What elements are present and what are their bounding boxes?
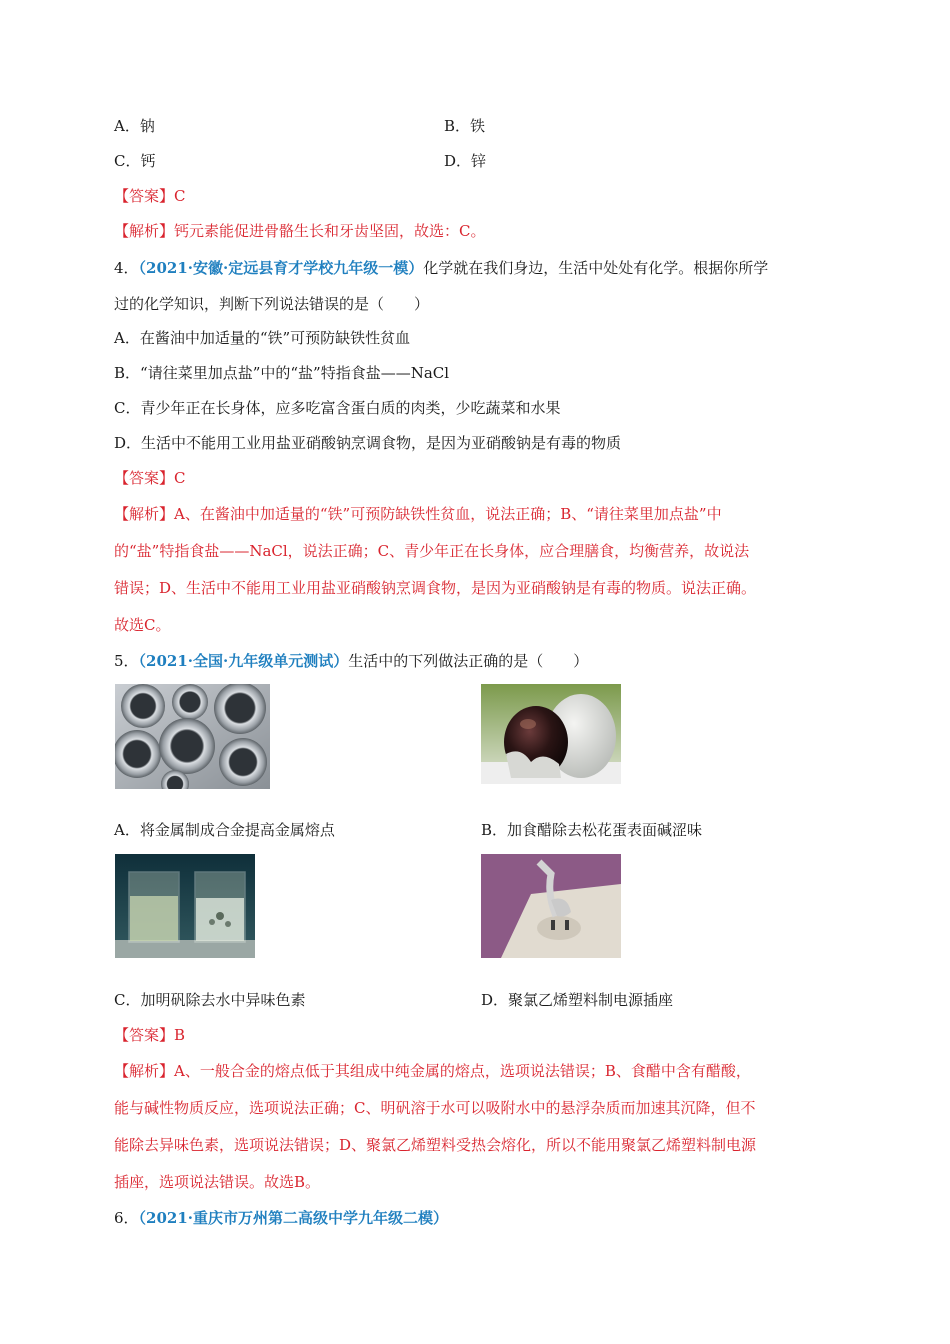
q5-option-b: B．加食醋除去松花蛋表面碱涩味 (481, 821, 703, 839)
q4-option-b: B．“请往菜里加点盐”中的“盐”特指食盐——NaCl (114, 364, 450, 382)
preserved-egg-icon (481, 684, 621, 784)
q3-option-b: B．铁 (444, 117, 486, 135)
metal-pipes-icon (115, 684, 270, 789)
q4-answer: 【答案】C (114, 469, 186, 487)
plug-socket-image (481, 854, 621, 958)
q5-answer: 【答案】B (114, 1026, 186, 1044)
q4-analysis-line1: 【解析】A、在酱油中加适量的“铁”可预防缺铁性贫血，说法正确；B、“请往菜里加点盐”中 (114, 505, 722, 523)
metal-pipes-image (115, 684, 270, 789)
q6-stem: 6．（2021·重庆市万州第二高级中学九年级二模） (114, 1209, 449, 1227)
q3-option-d: D．锌 (444, 152, 487, 170)
q5-source: （2021·全国·九年级单元测试） (138, 652, 349, 670)
q4-analysis-line3: 错误；D、生活中不能用工业用盐亚硝酸钠烹调食物，是因为亚硝酸钠是有毒的物质。说法正确。 (114, 579, 757, 597)
q4-option-a: A．在酱油中加适量的“铁”可预防缺铁性贫血 (114, 329, 411, 347)
plug-socket-icon (481, 854, 621, 958)
q3-analysis: 【解析】钙元素能促进骨骼生长和牙齿坚固，故选：C。 (114, 222, 486, 240)
q3-answer: 【答案】C (114, 187, 186, 205)
q4-option-c: C．青少年正在长身体，应多吃富含蛋白质的肉类，少吃蔬菜和水果 (114, 399, 561, 417)
q4-analysis-line4: 故选C。 (114, 616, 171, 634)
q4-option-d: D．生活中不能用工业用盐亚硝酸钠烹调食物，是因为亚硝酸钠是有毒的物质 (114, 434, 622, 452)
beakers-icon (115, 854, 255, 958)
q3-option-a: A．钠 (114, 117, 155, 135)
q4-stem: 4．（2021·安徽·定远县育才学校九年级一模）化学就在我们身边，生活中处处有化学。根据你所学 (114, 259, 769, 277)
q5-option-c: C．加明矾除去水中异味色素 (114, 991, 306, 1009)
q4-stem-line2: 过的化学知识，判断下列说法错误的是（ ） (114, 295, 430, 313)
q5-analysis-line3: 能除去异味色素，选项说法错误；D、聚氯乙烯塑料受热会熔化，所以不能用聚氯乙烯塑料制电源 (114, 1136, 757, 1154)
q5-analysis-line2: 能与碱性物质反应，选项说法正确；C、明矾溶于水可以吸附水中的悬浮杂质而加速其沉降，但不 (114, 1099, 756, 1117)
q6-source: （2021·重庆市万州第二高级中学九年级二模） (138, 1209, 449, 1227)
q5-option-a: A．将金属制成合金提高金属熔点 (114, 821, 335, 839)
beakers-image (115, 854, 255, 958)
q5-stem: 5．（2021·全国·九年级单元测试）生活中的下列做法正确的是（ ） (114, 652, 589, 670)
preserved-egg-image (481, 684, 621, 784)
q4-analysis-line2: 的“盐”特指食盐——NaCl，说法正确；C、青少年正在长身体，应合理膳食，均衡营养，故说法 (114, 542, 750, 560)
q5-option-d: D．聚氯乙烯塑料制电源插座 (481, 991, 674, 1009)
q5-analysis-line4: 插座，选项说法错误。故选B。 (114, 1173, 321, 1191)
q3-option-c: C．钙 (114, 152, 156, 170)
q4-source: （2021·安徽·定远县育才学校九年级一模） (138, 259, 424, 277)
q5-analysis-line1: 【解析】A、一般合金的熔点低于其组成中纯金属的熔点，选项说法错误；B、食醋中含有醋酸， (114, 1062, 751, 1080)
